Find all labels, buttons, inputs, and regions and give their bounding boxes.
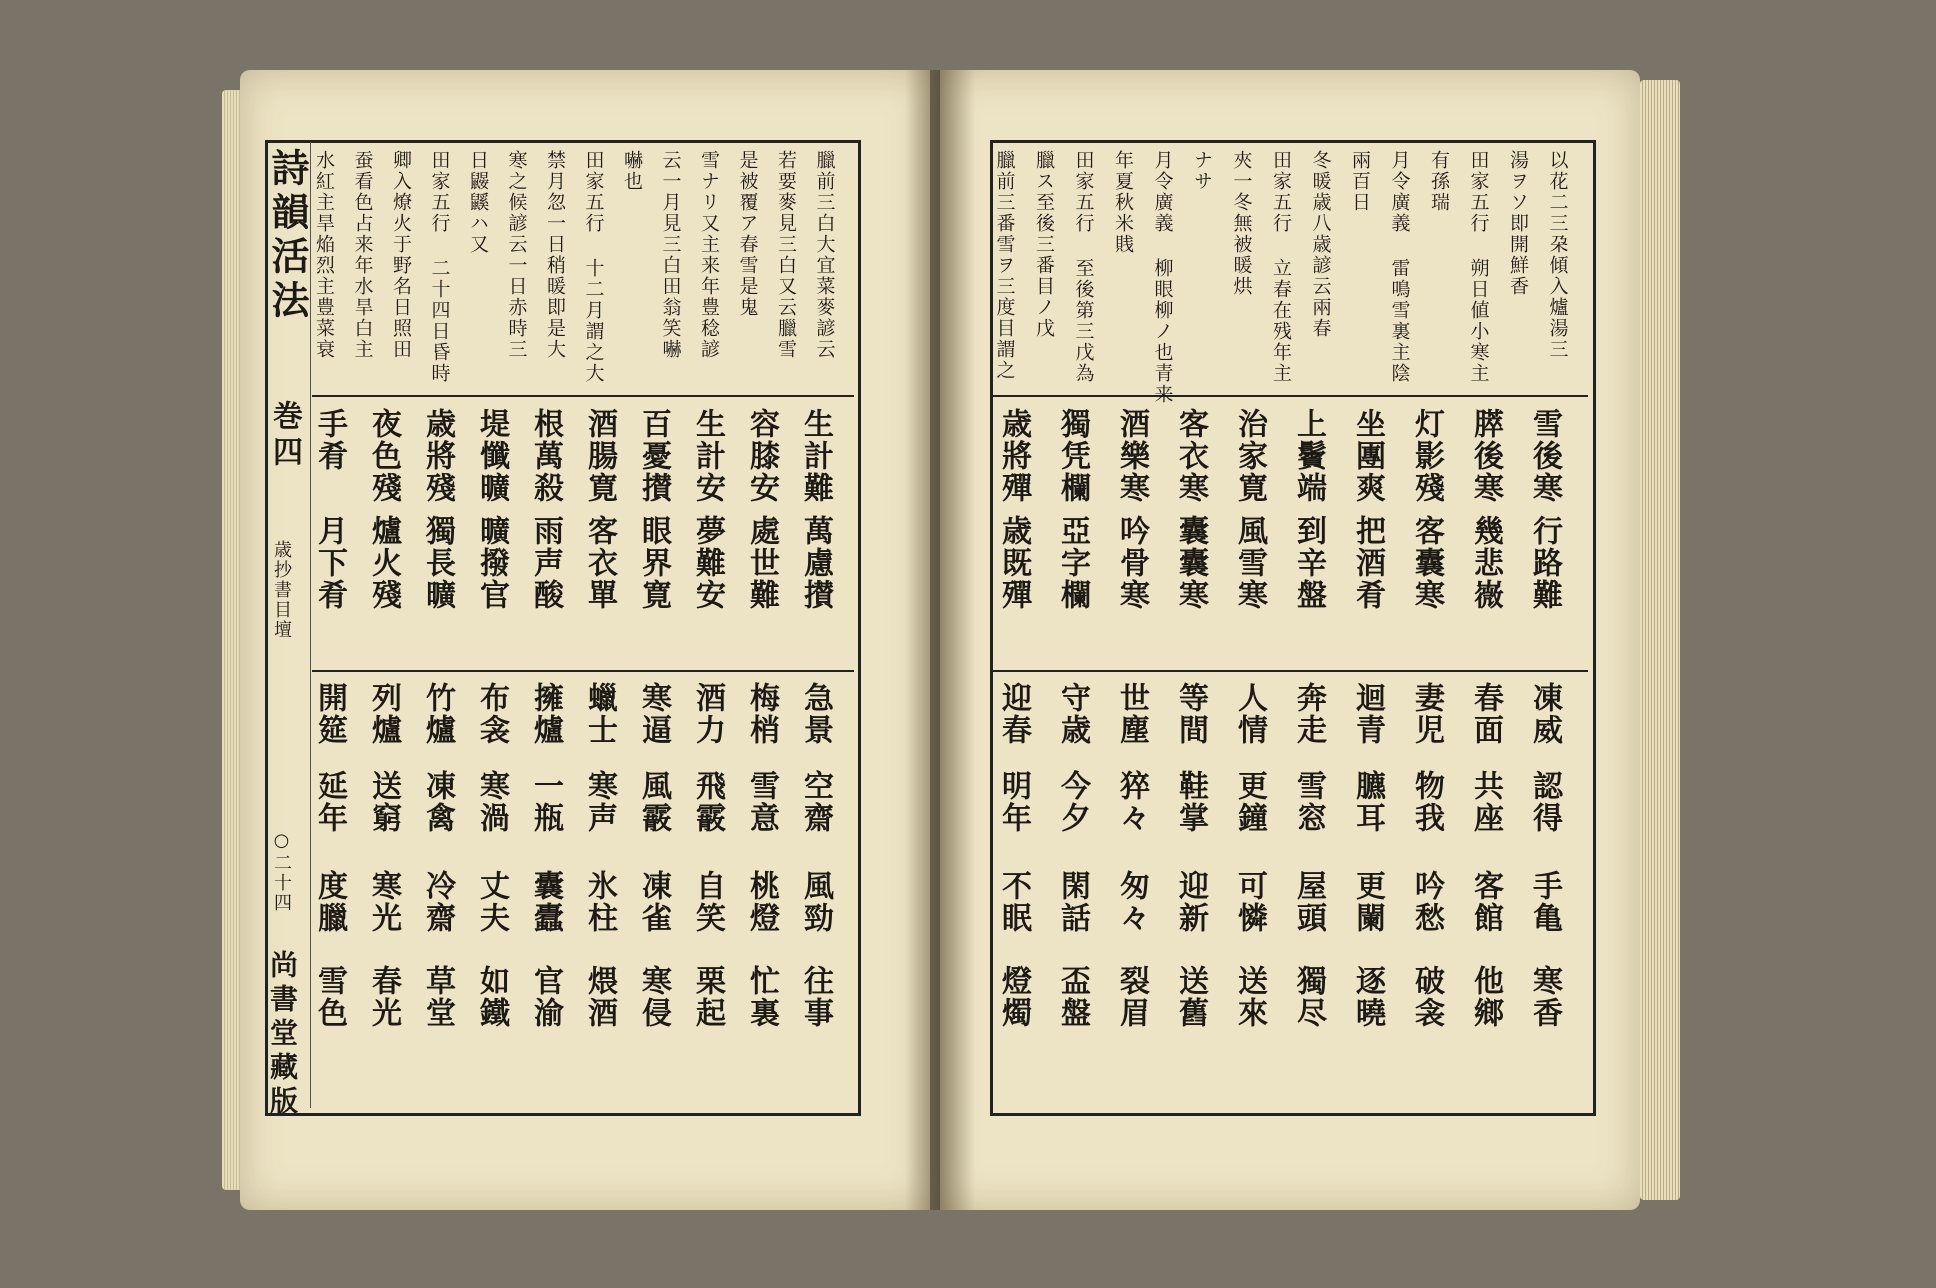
- note-column: 月令廣義 柳眼柳ノ也青来: [1151, 150, 1174, 405]
- entry-word: 自笑: [690, 870, 725, 934]
- entry-word: 逐曉: [1350, 965, 1385, 1029]
- entry-word: 上鬢端: [1291, 408, 1326, 504]
- entry-word: 丈夫: [474, 870, 509, 934]
- entry-word: 酒力: [690, 682, 725, 746]
- note-column: 冬暖歳八歳諺云兩春: [1309, 150, 1332, 339]
- note-column: 禁月忽一日稍暖即是大: [544, 150, 566, 360]
- right-page: [940, 70, 1640, 1210]
- entry-word: 客囊寒: [1409, 515, 1444, 611]
- entry-word: 他鄉: [1468, 965, 1503, 1029]
- entry-word: 妻児: [1409, 682, 1444, 746]
- note-column: 日鼹鼷ハ又: [467, 150, 489, 255]
- note-column: 是被覆ア春雪是鬼: [736, 150, 759, 318]
- entry-word: 不眠: [996, 870, 1031, 934]
- entry-word: 生計安: [690, 408, 725, 504]
- book-gutter: [905, 70, 975, 1210]
- entry-word: 歳將殘: [420, 408, 455, 504]
- entry-word: 開筵: [312, 682, 347, 746]
- entry-word: 手肴: [312, 408, 347, 472]
- entry-word: 春光: [366, 965, 401, 1029]
- entry-word: 寒逼: [636, 682, 671, 746]
- note-column: 水紅主旱焔烈主豊菜衰: [313, 150, 335, 360]
- entry-word: 寒光: [366, 870, 401, 934]
- entry-word: 裂眉: [1114, 965, 1149, 1029]
- entry-word: 更闌: [1350, 870, 1385, 934]
- entry-word: 萬慮攅: [798, 515, 833, 611]
- entry-word: 夢難安: [690, 515, 725, 611]
- entry-word: 認得: [1527, 770, 1562, 834]
- entry-word: 臕耳: [1350, 770, 1385, 834]
- entry-word: 今夕: [1055, 770, 1090, 834]
- entry-word: 送舊: [1173, 965, 1208, 1029]
- open-book: [240, 70, 1650, 1210]
- entry-word: 吟骨寒: [1114, 515, 1149, 611]
- entry-word: 雪意: [744, 770, 779, 834]
- entry-word: 曠撥官: [474, 515, 509, 611]
- entry-word: 閑話: [1055, 870, 1090, 934]
- entry-word: 空齋: [798, 770, 833, 834]
- entry-word: 鞋掌: [1173, 770, 1208, 834]
- entry-word: 囊蠹: [528, 870, 563, 934]
- entry-word: 幾悲嶶: [1468, 515, 1503, 611]
- entry-word: 春面: [1468, 682, 1503, 746]
- entry-word: 灯影殘: [1409, 408, 1444, 504]
- entry-word: 雪窓: [1291, 770, 1326, 834]
- entry-word: 官渝: [528, 965, 563, 1029]
- note-column: 嚇也: [621, 150, 643, 192]
- note-column: 蚕看色占来年水旱白主: [351, 150, 374, 360]
- entry-word: 明年: [996, 770, 1031, 834]
- entry-word: 凍威: [1527, 682, 1562, 746]
- entry-word: 猝々: [1114, 770, 1149, 834]
- entry-word: 可憐: [1232, 870, 1267, 934]
- note-column: 夾一冬無被暖烘: [1230, 150, 1253, 297]
- entry-word: 冷齋: [420, 870, 455, 934]
- entry-word: 寒侵: [636, 965, 671, 1029]
- note-column: 云一月見三白田翁笑嚇: [659, 150, 682, 360]
- entry-word: 草堂: [420, 965, 455, 1029]
- entry-word: 迴青: [1350, 682, 1385, 746]
- entry-word: 雪後寒: [1527, 408, 1562, 504]
- entry-word: 匆々: [1114, 870, 1149, 934]
- entry-word: 爐火殘: [366, 515, 401, 611]
- note-column: 兩百日: [1349, 150, 1371, 213]
- note-column: 有孫瑞: [1428, 150, 1450, 213]
- entry-word: 往事: [798, 965, 833, 1029]
- entry-word: 凍禽: [420, 770, 455, 834]
- entry-word: 氷柱: [582, 870, 617, 934]
- entry-word: 等間: [1173, 682, 1208, 746]
- note-column: 田家五行 二十四日昏時: [428, 150, 451, 384]
- entry-word: 奔走: [1291, 682, 1326, 746]
- note-column: 卿入燎火于野名日照田: [390, 150, 412, 360]
- note-column: 寒之候諺云一日赤時三: [505, 150, 528, 360]
- entry-word: 亞字欄: [1055, 515, 1090, 611]
- entry-word: 酒腸寛: [582, 408, 617, 504]
- entry-word: 囊囊寒: [1173, 515, 1208, 611]
- entry-word: 雪色: [312, 965, 347, 1029]
- entry-word: 客館: [1468, 870, 1503, 934]
- entry-word: 如鐵: [474, 965, 509, 1029]
- page-number: ○二十四: [271, 830, 292, 913]
- note-column: 若要麥見三白又云臘雪: [775, 150, 797, 360]
- entry-word: 膵後寒: [1468, 408, 1503, 504]
- left-page: [240, 70, 930, 1210]
- entry-word: 歳將殫: [996, 408, 1031, 504]
- note-column: 田家五行 十二月謂之大: [582, 150, 605, 384]
- book-title: 詩韻活法: [265, 148, 310, 324]
- entry-word: 夜色殘: [366, 408, 401, 504]
- entry-word: 更鐘: [1232, 770, 1267, 834]
- entry-word: 風霰: [636, 770, 671, 834]
- entry-word: 世塵: [1114, 682, 1149, 746]
- page-edges-right: [1640, 80, 1680, 1200]
- entry-word: 物我: [1409, 770, 1444, 834]
- entry-word: 寒声: [582, 770, 617, 834]
- entry-word: 客衣單: [582, 515, 617, 611]
- entry-word: 忙裏: [744, 965, 779, 1029]
- entry-word: 雨声酸: [528, 515, 563, 611]
- entry-word: 共座: [1468, 770, 1503, 834]
- entry-word: 飛霰: [690, 770, 725, 834]
- note-column: 雪ナリ又主来年豊稔諺: [698, 150, 720, 360]
- publisher-label: 尚書堂藏版: [266, 950, 299, 1120]
- entry-word: 列爐: [366, 682, 401, 746]
- entry-word: 擁爐: [528, 682, 563, 746]
- entry-word: 度臘: [312, 870, 347, 934]
- entry-word: 竹爐: [420, 682, 455, 746]
- entry-word: 送窮: [366, 770, 401, 834]
- entry-word: 眼界寛: [636, 515, 671, 611]
- note-column: 田家五行 至後第三戊為: [1072, 150, 1095, 384]
- note-column: 臘前三白大宜菜麥諺云: [813, 150, 836, 360]
- entry-word: 桃燈: [744, 870, 779, 934]
- entry-word: 寒香: [1527, 965, 1562, 1029]
- note-column: 田家五行 立春在残年主: [1270, 150, 1292, 384]
- entry-word: 吟愁: [1409, 870, 1444, 934]
- entry-word: 布衾: [474, 682, 509, 746]
- entry-word: 風雪寒: [1232, 515, 1267, 611]
- entry-word: 容膝安: [744, 408, 779, 504]
- entry-word: 迎春: [996, 682, 1031, 746]
- entry-word: 破衾: [1409, 965, 1444, 1029]
- entry-word: 煨酒: [582, 965, 617, 1029]
- note-column: 年夏秋米賎: [1112, 150, 1134, 255]
- entry-word: 寒渦: [474, 770, 509, 834]
- entry-word: 月下肴: [312, 515, 347, 611]
- note-column: 以花二三朶傾入爐湯三: [1546, 150, 1569, 360]
- entry-word: 生計難: [798, 408, 833, 504]
- entry-word: 急景: [798, 682, 833, 746]
- entry-word: 坐團爽: [1350, 408, 1385, 504]
- entry-word: 守歳: [1055, 682, 1090, 746]
- entry-word: 一瓶: [528, 770, 563, 834]
- entry-word: 歳既殫: [996, 515, 1031, 611]
- note-column: ナサ: [1191, 150, 1213, 192]
- entry-word: 送來: [1232, 965, 1267, 1029]
- entry-word: 人情: [1232, 682, 1267, 746]
- entry-word: 屋頭: [1291, 870, 1326, 934]
- entry-word: 客衣寒: [1173, 408, 1208, 504]
- entry-word: 獨長曠: [420, 515, 455, 611]
- entry-word: 堤懺曠: [474, 408, 509, 504]
- entry-word: 凍雀: [636, 870, 671, 934]
- entry-word: 蠟士: [582, 682, 617, 746]
- entry-word: 根萬殺: [528, 408, 563, 504]
- margin-note: 歳抄書目壇: [271, 540, 292, 640]
- entry-word: 獨凭欄: [1055, 408, 1090, 504]
- entry-word: 盃盤: [1055, 965, 1090, 1029]
- entry-word: 燈燭: [996, 965, 1031, 1029]
- entry-word: 栗起: [690, 965, 725, 1029]
- entry-word: 梅梢: [744, 682, 779, 746]
- entry-word: 酒樂寒: [1114, 408, 1149, 504]
- note-column: 臘前三番雪ヲ三度目謂之: [993, 150, 1016, 381]
- entry-word: 手亀: [1527, 870, 1562, 934]
- entry-word: 獨尽: [1291, 965, 1326, 1029]
- entry-word: 百憂攅: [636, 408, 671, 504]
- entry-word: 迎新: [1173, 870, 1208, 934]
- entry-word: 行路難: [1527, 515, 1562, 611]
- note-column: 臘ス至後三番目ノ戊: [1033, 150, 1055, 339]
- entry-word: 延年: [312, 770, 347, 834]
- entry-word: 風勁: [798, 870, 833, 934]
- note-column: 月令廣義 雷鳴雪裏主陰: [1388, 150, 1411, 384]
- entry-word: 把酒肴: [1350, 515, 1385, 611]
- note-column: 湯ヲソ即開鮮香: [1507, 150, 1529, 297]
- volume-label: 巻四: [267, 400, 302, 472]
- entry-word: 治家寛: [1232, 408, 1267, 504]
- entry-word: 到辛盤: [1291, 515, 1326, 611]
- note-column: 田家五行 朔日値小寒主: [1467, 150, 1490, 384]
- entry-word: 處世難: [744, 515, 779, 611]
